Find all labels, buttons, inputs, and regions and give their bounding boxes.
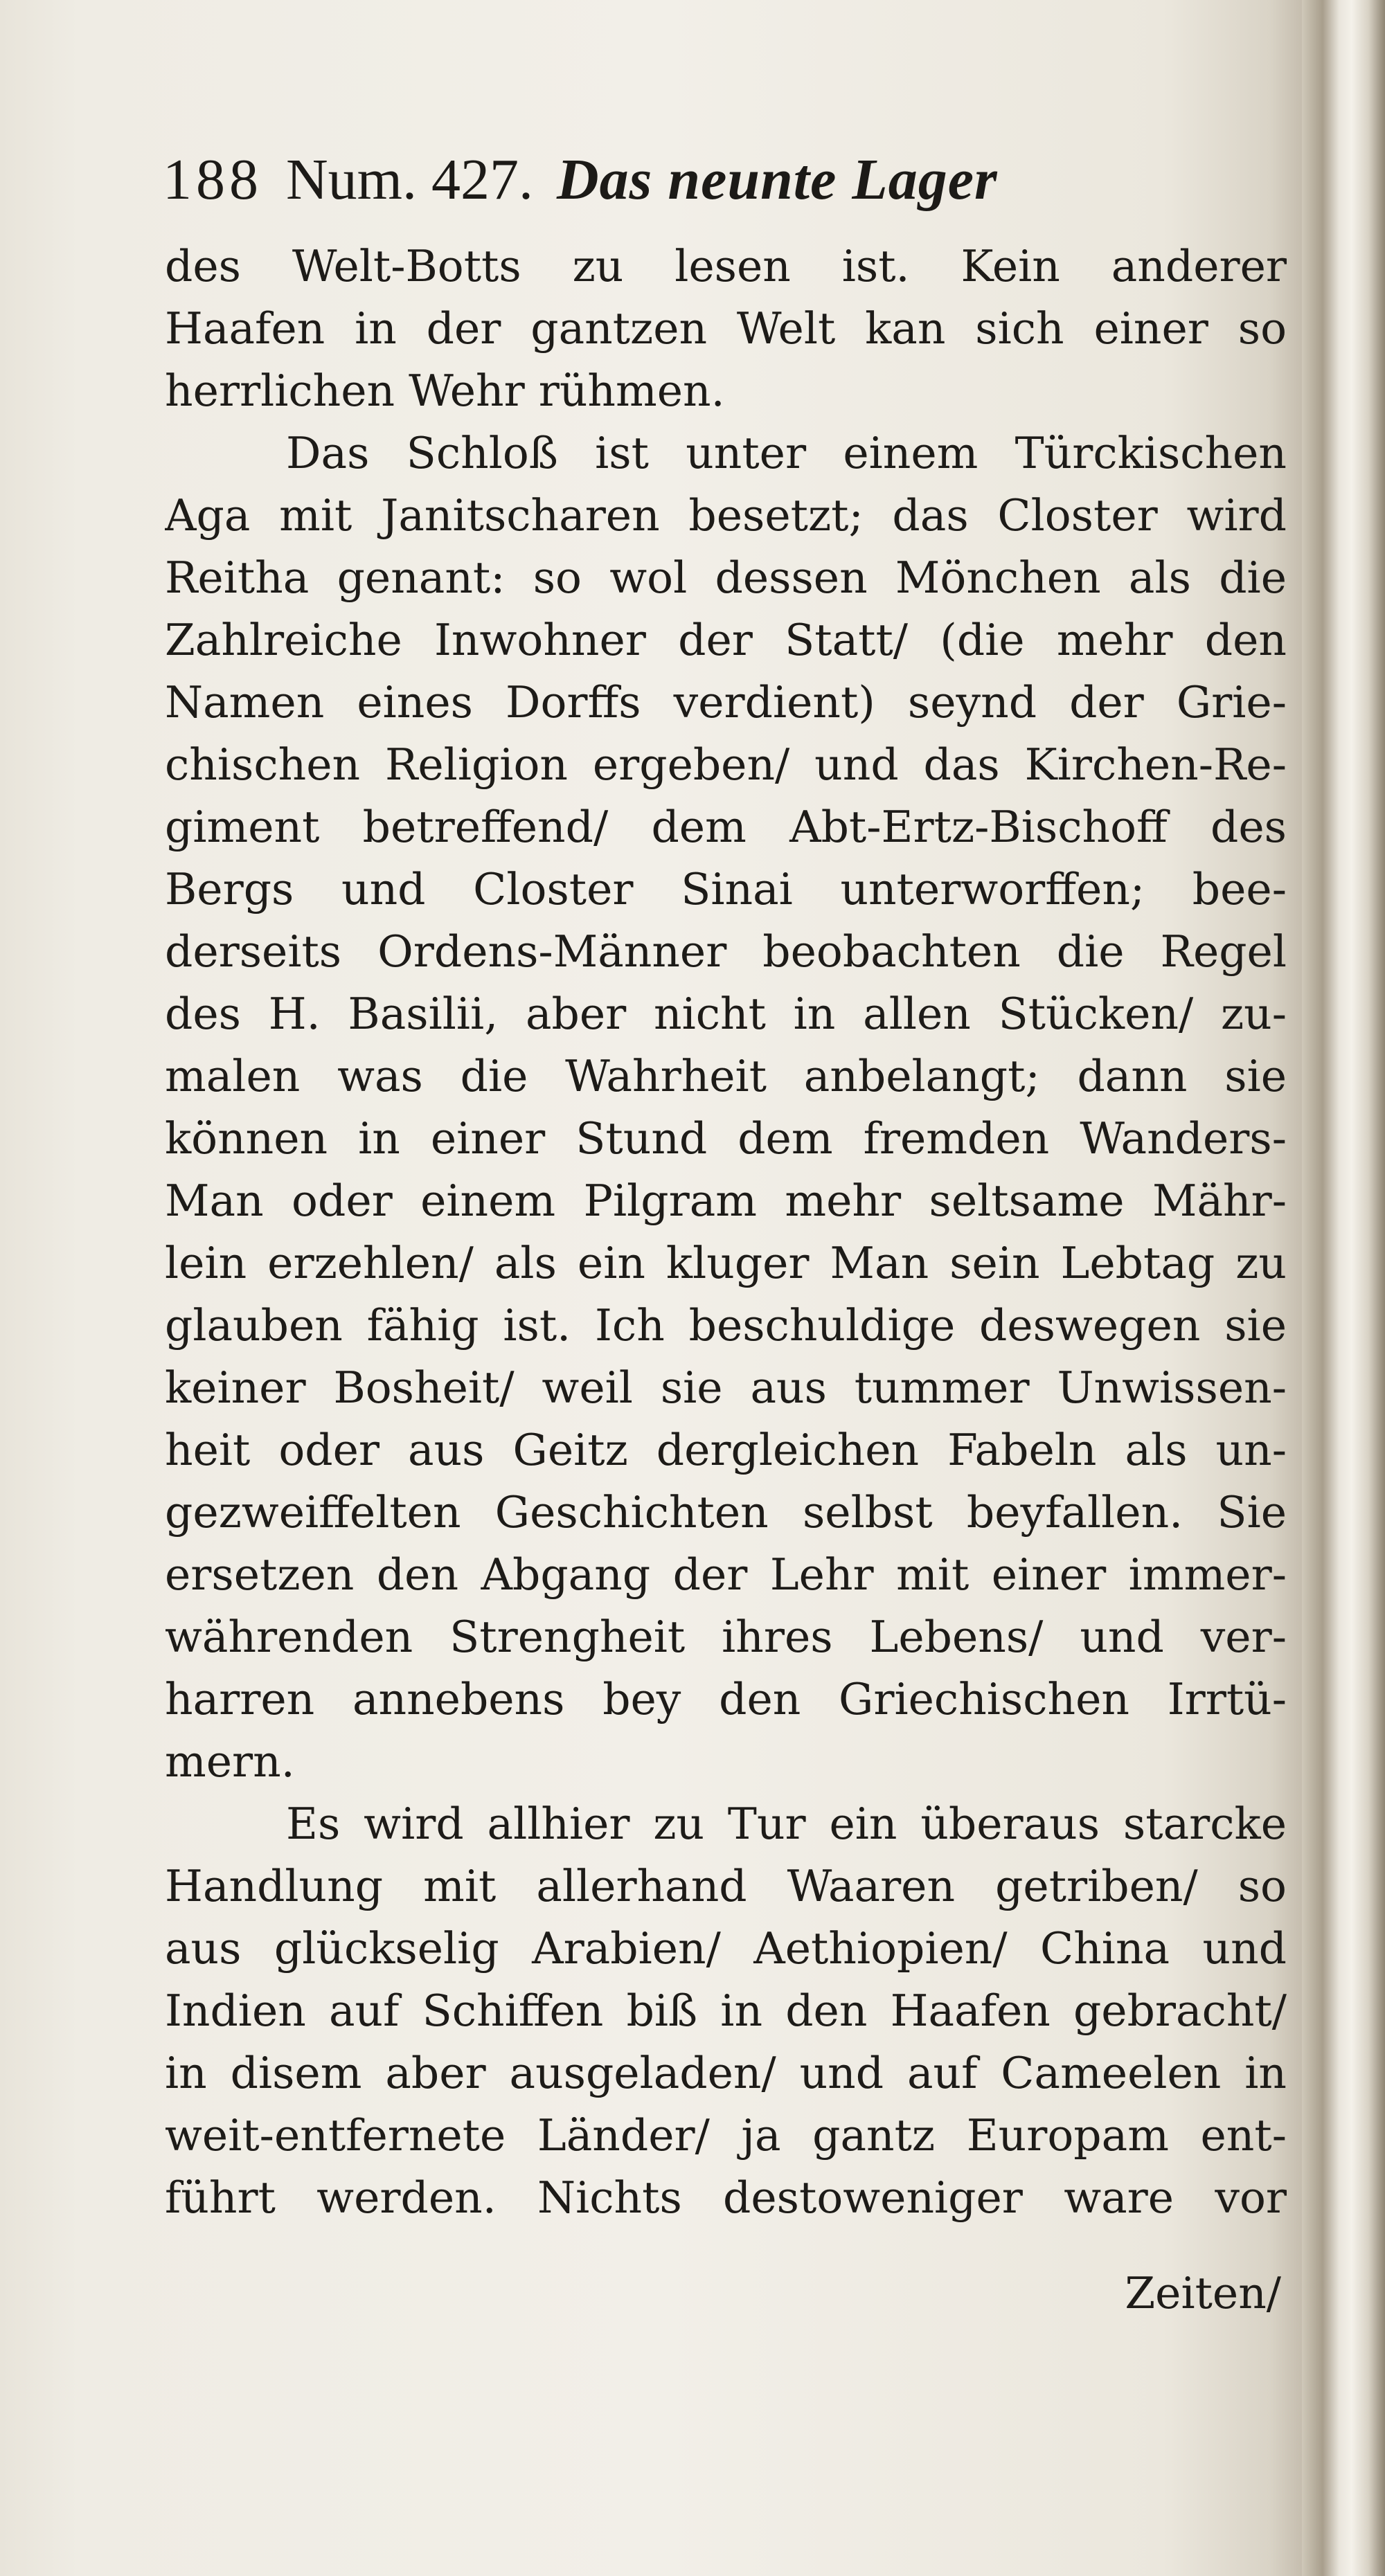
text-line: chischen Religion ergeben/ und das Kirchen-Re-: [165, 739, 1287, 790]
text-line: mern.: [165, 1736, 295, 1787]
text-line: Zahlreiche Inwohner der Statt/ (die mehr den: [165, 615, 1287, 665]
running-title: Das neunte Lager: [557, 147, 998, 212]
text-line: aus glückselig Arabien/ Aethiopien/ China und: [165, 1923, 1287, 1974]
catchword: Zeiten/: [1125, 2268, 1281, 2318]
text-line: währenden Strengheit ihres Lebens/ und ver-: [165, 1612, 1287, 1662]
binding-gutter: [1302, 0, 1385, 2576]
text-line: des Welt-Botts zu lesen ist. Kein anderer: [165, 241, 1287, 291]
text-line: Aga mit Janitscharen besetzt; das Closter wird: [165, 490, 1287, 541]
body-text: [165, 235, 1287, 2229]
text-line: ersetzen den Abgang der Lehr mit einer immer-: [165, 1549, 1287, 1600]
text-line: glauben fähig ist. Ich beschuldige deswegen sie: [165, 1300, 1287, 1351]
text-line: derseits Ordens-Männer beobachten die Regel: [165, 926, 1287, 977]
text-line: Haafen in der gantzen Welt kan sich einer so: [165, 303, 1287, 354]
running-header: [163, 142, 1298, 218]
paragraph: [165, 235, 1287, 422]
text-line: Handlung mit allerhand Waaren getriben/ so: [165, 1861, 1287, 1911]
text-line: Namen eines Dorffs verdient) seynd der Grie-: [165, 677, 1287, 728]
text-line: Bergs und Closter Sinai unterworffen; bee-: [165, 864, 1287, 915]
page-number: 188: [163, 147, 262, 212]
text-line: keiner Bosheit/ weil sie aus tummer Unwissen-: [165, 1362, 1287, 1413]
text-line: lein erzehlen/ als ein kluger Man sein Lebtag zu: [165, 1238, 1287, 1288]
text-line: gezweiffelten Geschichten selbst beyfallen. Sie: [165, 1487, 1287, 1538]
text-line: herrlichen Wehr rühmen.: [165, 366, 725, 416]
text-line: heit oder aus Geitz dergleichen Fabeln als un-: [165, 1425, 1287, 1475]
text-line: Man oder einem Pilgram mehr seltsame Mähr-: [165, 1176, 1287, 1226]
number-label: Num. 427.: [286, 147, 533, 212]
text-line: Reitha genant: so wol dessen Mönchen als die: [165, 552, 1287, 603]
text-line: in disem aber ausgeladen/ und auf Cameelen in: [165, 2048, 1287, 2098]
text-line: des H. Basilii, aber nicht in allen Stücken/ zu-: [165, 989, 1287, 1039]
text-line: Es wird allhier zu Tur ein überaus starcke: [286, 1799, 1287, 1849]
text-line: Das Schloß ist unter einem Türckischen: [286, 428, 1287, 478]
text-line: malen was die Wahrheit anbelangt; dann sie: [165, 1051, 1287, 1101]
text-line: können in einer Stund dem fremden Wanders-: [165, 1113, 1287, 1164]
text-line: führt werden. Nichts destoweniger ware vor: [165, 2172, 1287, 2223]
text-line: weit-entfernete Länder/ ja gantz Europam ent-: [165, 2110, 1287, 2161]
paragraph: [165, 1793, 1287, 2229]
text-line: harren annebens bey den Griechischen Irrtü-: [165, 1674, 1287, 1724]
text-line: giment betreffend/ dem Abt-Ertz-Bischoff des: [165, 802, 1287, 852]
paragraph: [165, 422, 1287, 1793]
text-line: Indien auf Schiffen biß in den Haafen gebracht/: [165, 1985, 1287, 2036]
